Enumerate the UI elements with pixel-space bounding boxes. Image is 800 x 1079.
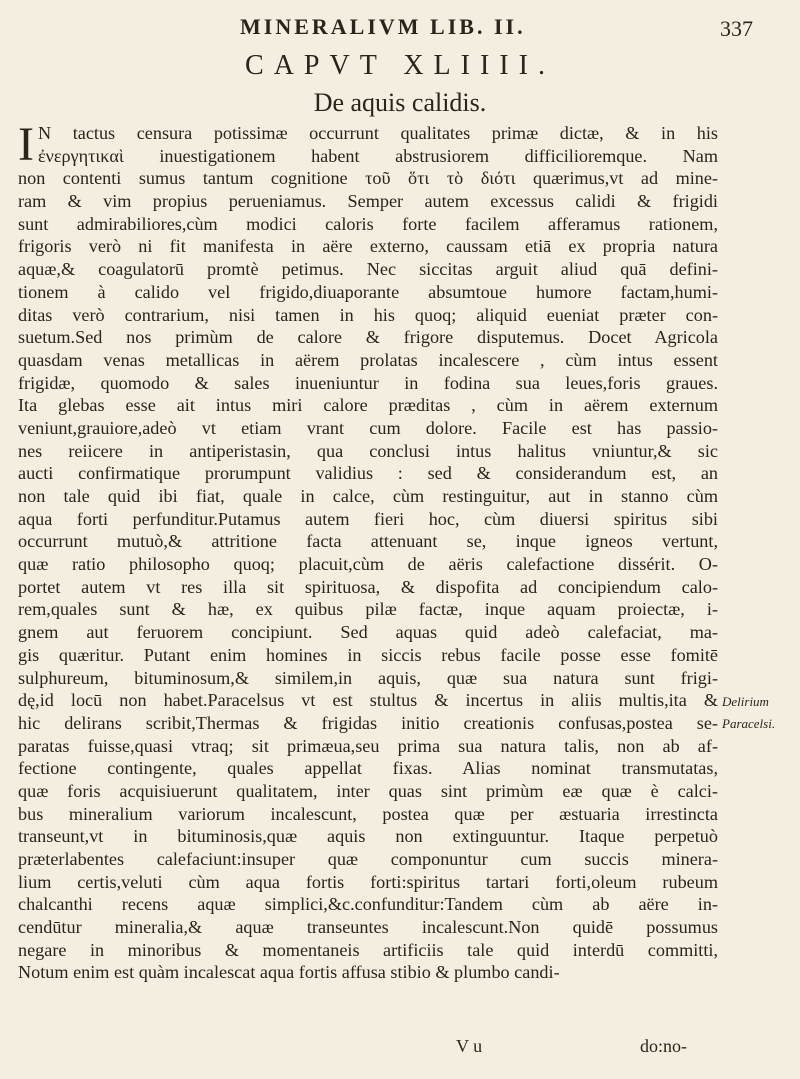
text-line: non tale quid ibi fiat, quale in calce, cùm restinguitur, aut in stanno cùm	[18, 486, 718, 506]
text-line: frigidæ, quomodo & sales inueniuntur in fodina sua leues,foris graues.	[18, 372, 718, 393]
text-line: cendūtur mineralia,& aquæ transeuntes incalescunt.Non quidē possumus	[18, 917, 718, 938]
chapter-subtitle: De aquis calidis.	[313, 88, 487, 117]
signature-mark: V u	[456, 1036, 483, 1056]
text-line: gis quæritur. Putant enim homines in siccis rebus facile posse esse fomitē	[18, 644, 718, 665]
drop-initial: I	[18, 118, 34, 171]
text-line: bus mineralium variorum incalescunt, postea quæ per æstuaria irrestincta	[18, 803, 718, 824]
text-line: sunt admirabiliores,cùm modici caloris forte facilem afferamus rationem,	[18, 213, 718, 234]
text-line: ram & vim propius perueniamus. Semper autem excessus calidi & frigidi	[18, 191, 718, 212]
catchword: do:no-	[640, 1036, 687, 1056]
text-line: frigoris verò ni fit manifesta in aëre externo, caussam etiā ex propria natura	[18, 236, 718, 257]
text-line: sulphureum, bituminosum,& similem,in aquis, quæ sua natura sunt frigi-	[18, 667, 718, 688]
text-line: veniunt,grauiore,adeò vt etiam vrant cum dolore. Facile est has passio-	[18, 417, 718, 438]
text-line: suetum.Sed nos primùm de calore & frigore disputemus. Docet Agricola	[18, 327, 718, 348]
text-line: rem,quales sunt & hæ, ex quibus pilæ factæ, inque aquam proiectæ, i-	[18, 599, 718, 620]
text-line: non contenti sumus tantum cognitione τοῦ ὅτι τὸ διότι quærimus,vt ad mine-	[18, 168, 718, 189]
margin-note: Paracelsi.	[722, 716, 776, 732]
text-line: chalcanthi recens aquæ simplici,&c.confunditur:Tandem cùm ab aëre in-	[18, 894, 718, 915]
running-head	[0, 14, 800, 44]
text-line: ditas verò contrarium, nisi tamen in his quoq; aliquid eueniat præter con-	[18, 304, 718, 325]
text-line: quasdam venas metallicas in aërem prolatas incalescere , cùm intus essent	[18, 349, 718, 370]
text-line: aquæ,& coagulatorū promtè petimus. Nec siccitas arguit aliud quā defini-	[18, 259, 718, 280]
text-line: quæ foris acquisiuerunt qualitatem, inter quas sint primùm eæ quæ è calci-	[18, 780, 718, 801]
text-line: Ita glebas esse ait intus miri calore præditas , cùm in aërem externum	[18, 395, 718, 416]
text-line: lium certis,veluti cùm aqua fortis forti:spiritus tartari forti,oleum rubeum	[18, 871, 718, 892]
text-line: portet autem vt res illa sit spirituosa, & dispofita ad concipiendum calo-	[18, 576, 718, 597]
text-line: Notum enim est quàm incalescat aqua fortis affusa stibio & plumbo candi-	[18, 962, 560, 983]
text-line: nes reiicere in antiperistasin, qua conclusi intus halitus vniuntur,& sic	[18, 440, 718, 461]
text-line: paratas fuisse,quasi vtraq; sit primæua,seu prima sua natura talis, non ab af-	[18, 735, 718, 756]
text-line: occurrunt mutuò,& attritione facta attenuant se, inque igneos vertunt,	[18, 531, 718, 552]
running-title: MINERALIVM LIB. II.	[240, 14, 526, 39]
text-line: gnem aut feruorem concipiunt. Sed aquas quid adeò calefaciat, ma-	[18, 622, 718, 643]
text-line: tionem à calido vel frigido,diuaporante absumtoue humore factam,humi-	[18, 281, 718, 302]
text-line: ἐνεργητικαὶ inuestigationem habent abstrusiorem difficilioremque. Nam	[37, 145, 718, 166]
chapter-title: CAPVT XLIIII.	[245, 50, 555, 81]
text-line: negare in minoribus & momentaneis artificiis tale quid interdū committi,	[18, 939, 718, 960]
text-line: præterlabentes calefaciunt:insuper quæ componuntur cum succis minera-	[18, 849, 718, 869]
margin-note: Delirium	[722, 693, 769, 709]
text-line: quæ ratio philosopho quoq; placuit,cùm de aëris calefactione dissérit. O-	[18, 554, 718, 575]
text-line: dę,id locū non habet.Paracelsus vt est stultus & incertus in aliis multis,ita &	[18, 690, 718, 711]
page-number: 337	[720, 16, 753, 41]
text-line: fectione contingente, quales appellat fixas. Alias nominat transmutatas,	[18, 758, 718, 779]
text-line: aucti confirmatique prorumpunt validius : sed & considerandum est, an	[18, 463, 718, 484]
text-line: aqua forti perfunditur.Putamus autem fieri hoc, cùm diuersi spiritus sibi	[18, 508, 718, 529]
text-line: hic delirans scribit,Thermas & frigidas initio creationis confusas,postea se-	[18, 712, 718, 733]
text-line: N tactus censura potissimæ occurrunt qualitates primæ dictæ, & in his	[37, 123, 718, 143]
text-line: transeunt,vt in bituminosis,quæ aquis non extinguuntur. Itaque perpetuò	[18, 826, 718, 847]
body-text	[18, 118, 718, 984]
